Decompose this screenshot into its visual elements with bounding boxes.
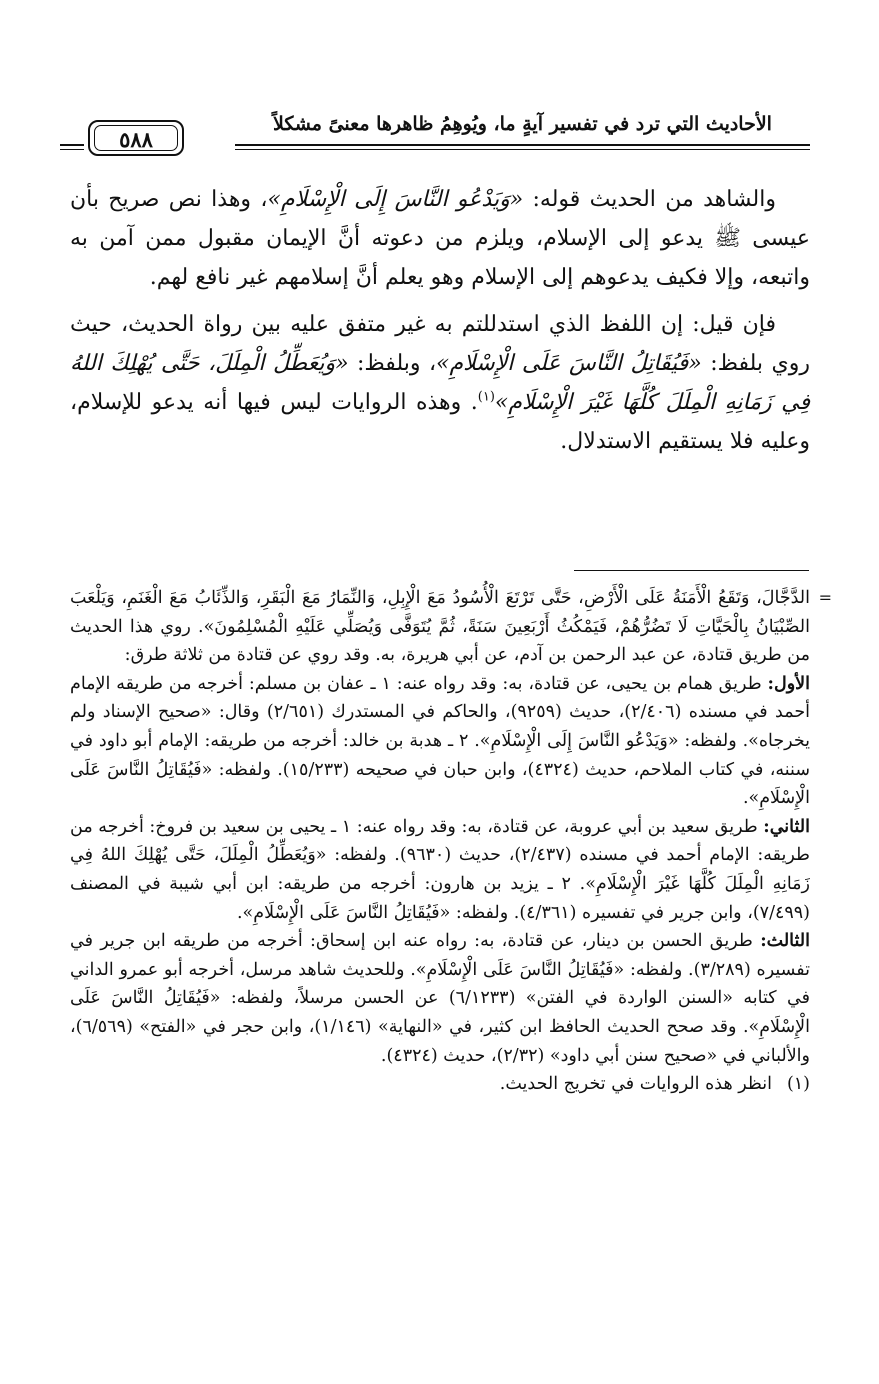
footnote-continuation: الدَّجَّالَ، وَتَقَعُ الْأَمَنَةُ عَلَى الْأَرْضِ، حَتَّى تَرْتَعَ الْأُسُودُ مَعَ الْإِبِلِ، وَالنِّمَارُ مَعَ الْبَقَرِ، وَالذِّئَابُ مَعَ الْغَنَمِ، وَيَلْعَبَ الصِّبْيَانُ بِالْحَيَّاتِ لَا تَضُرُّهُمْ، فَيَمْكُثُ أَرْبَعِينَ سَنَةً، ثُمَّ يُتَوَفَّى وَيُصَلِّي عَلَيْهِ الْمُسْلِمُونَ». روي هذا الحديث من طريق قتادة، عن عبد الرحمن بن آدم، عن أبي هريرة، به. وقد روي عن قتادة من ثلاثة طرق: — [70, 588, 810, 666]
footnotes — [70, 584, 832, 1099]
route-text: طريق همام بن يحيى، عن قتادة، به: وقد رواه عنه: ١ ـ عفان بن مسلم: أخرجه من طريقه الإمام أحمد في مسنده (٢/٤٠٦)، حديث (٩٢٥٩)، والحاكم في المستدرك (٢/٦٥١) وقال: «صحيح الإسناد ولم يخرجاه». ولفظه: «وَيَدْعُو النَّاسَ إِلَى الْإِسْلَامِ». ٢ ـ هدبة بن خالد: أخرجه من طريقه: الإمام أبو داود في سننه، في كتاب الملاحم، حديث (٤٣٢٤)، وابن حبان في صحيحه (١٥/٢٣٣). ولفظه: «فَيُقَاتِلُ النَّاسَ عَلَى الْإِسْلَامِ». — [70, 673, 810, 809]
route-text: طريق الحسن بن دينار، عن قتادة، به: رواه عنه ابن إسحاق: أخرجه من طريقه ابن جرير في تفسيره (٣/٢٨٩). ولفظه: «فَيُقَاتِلُ النَّاسَ عَلَى الْإِسْلَامِ». وللحديث شاهد مرسل، أخرجه أبو عمرو الداني في كتابه «السنن الواردة في الفتن» (٦/١٢٣٣) عن الحسن مرسلاً، ولفظه: «فَيُقَاتِلُ النَّاسَ عَلَى الْإِسْلَامِ». وقد صحح الحديث الحافظ ابن كثير، في «النهاية» (١/١٤٦)، وابن حجر في «الفتح» (٦/٥٦٩)، والألباني في «صحيح سنن أبي داود» (٢/٣٢)، حديث (٤٣٢٤). — [70, 931, 810, 1066]
footnote-route-2 — [70, 813, 810, 927]
main-text — [70, 180, 810, 461]
route-label: الثالث: — [760, 931, 810, 952]
header-rule — [235, 144, 810, 146]
footnote-number: (١) — [786, 1074, 810, 1095]
text-run: والشاهد من الحديث قوله: — [523, 187, 776, 212]
paragraph-1 — [70, 180, 810, 297]
hadith-quote: «وَيَدْعُو النَّاسَ إِلَى الْإِسْلَامِ» — [267, 187, 524, 212]
continuation-mark: = — [818, 588, 832, 607]
text-run: فإن قيل: إن اللفظ الذي استدللتم به غير متفق عليه بين رواة الحديث، حيث روي بلفظ: — [70, 312, 810, 376]
header-rule-left — [60, 144, 84, 146]
text-run: ، وبلفظ: — [348, 351, 437, 376]
hadith-quote: «فَيُقَاتِلُ النَّاسَ عَلَى الْإِسْلَامِ» — [436, 351, 702, 376]
page-header — [70, 104, 810, 158]
header-rule-left-thin — [60, 149, 84, 150]
hadith-quote: «وَيُعَطِّلُ الْمِلَلَ، حَتَّى يُهْلِكَ اللهُ فِي زَمَانِهِ الْمِلَلَ كُلَّهَا غَيْرَ الْإِسْلَامِ» — [70, 351, 811, 415]
text-run: ، وهذا نص صريح بأن عيسى ﷺ يدعو إلى الإسلام، ويلزم من دعوته أنَّ الإيمان مقبول ممن آمن به واتبعه، وإلا فكيف يدعوهم إلى الإسلام وهو يعلم أنَّ إسلامهم غير نافع لهم. — [70, 187, 810, 290]
header-rule-thin — [235, 149, 810, 150]
page-number: ٥٨٨ — [94, 125, 178, 151]
footnote-route-3 — [70, 927, 810, 1070]
paragraph-2 — [70, 305, 810, 461]
route-label: الأول: — [767, 673, 810, 694]
footnote-route-1 — [70, 670, 810, 813]
route-label: الثاني: — [763, 816, 810, 837]
footnote-1 — [70, 1070, 810, 1099]
text-run: . وهذه الروايات ليس فيها أنه يدعو للإسلام، وعليه فلا يستقيم الاستدلال. — [70, 390, 810, 454]
footnote-text: انظر هذه الروايات في تخريج الحديث. — [499, 1074, 772, 1095]
footnote-separator — [574, 570, 809, 571]
running-title: الأحاديث التي ترد في تفسير آيةٍ ما، ويُوهِمُ ظاهرها معنىً مشكلاً — [273, 113, 772, 135]
page-number-frame — [88, 120, 184, 156]
footnote-ref[interactable]: (١) — [477, 389, 495, 405]
route-text: طريق سعيد بن أبي عروبة، عن قتادة، به: وقد رواه عنه: ١ ـ يحيى بن سعيد بن فروخ: أخرجه من طريقه: الإمام أحمد في مسنده (٢/٤٣٧)، حديث (٩٦٣٠). ولفظه: «وَيُعَطِّلُ الْمِلَلَ، حَتَّى يُهْلِكَ اللهُ فِي زَمَانِهِ الْمِلَلَ كُلَّهَا غَيْرَ الْإِسْلَامِ». ٢ ـ يزيد بن هارون: أخرجه من طريقه: ابن أبي شيبة في المصنف (٧/٤٩٩)، وابن جرير في تفسيره (٤/٣٦١). ولفظه: «فَيُقَاتِلُ النَّاسَ عَلَى الْإِسْلَامِ». — [70, 816, 811, 923]
